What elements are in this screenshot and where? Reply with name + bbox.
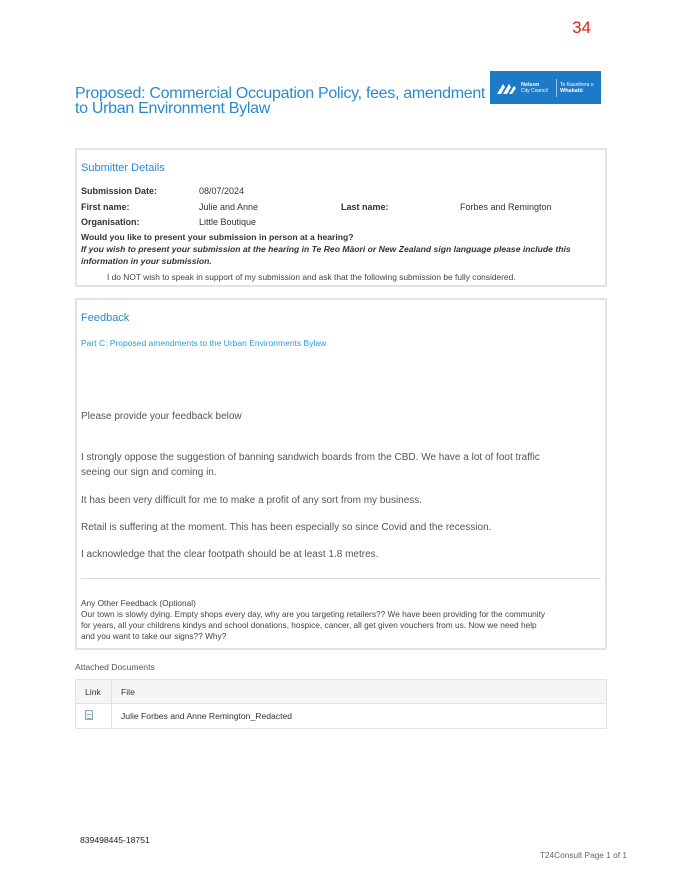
feedback-divider — [81, 578, 601, 579]
logo-line-2: City Council — [521, 87, 548, 94]
attached-documents-label: Attached Documents — [75, 662, 155, 672]
submission-date-label: Submission Date: — [81, 186, 158, 196]
column-header-link: Link — [76, 680, 112, 704]
last-name-value: Forbes and Remington — [460, 202, 552, 212]
organisation-label: Organisation: — [81, 217, 140, 227]
page-number: 34 — [572, 18, 591, 37]
attached-documents-table — [75, 679, 607, 729]
column-header-file: File — [112, 680, 607, 704]
hearing-answer: I do NOT wish to speak in support of my submission and ask that the following submission be fully considered. — [107, 272, 516, 282]
feedback-heading: Feedback — [81, 312, 130, 324]
feedback-section-label: Part C: Proposed amendments to the Urban Environments Bylaw — [81, 338, 327, 348]
attachment-link-cell[interactable] — [76, 704, 112, 729]
attachment-file-name[interactable]: Julie Forbes and Anne Remington_Redacted — [112, 704, 607, 729]
council-logo-icon — [495, 78, 517, 98]
feedback-paragraph: I strongly oppose the suggestion of banning sandwich boards from the CBD. We have a lot of foot traffic seeing our sign and coming in. — [81, 452, 540, 478]
logo-divider — [556, 79, 557, 97]
other-feedback-label: Any Other Feedback (Optional) — [81, 598, 196, 608]
feedback-paragraph: It has been very difficult for me to make a profit of any sort from my business. — [81, 495, 423, 506]
other-feedback-text: Our town is slowly dying. Empty shops every day, why are you targeting retailers?? We have been providing for the community for years, all your childrens kindys and school donations, hospice, cancer, all get given vouchers from us. Now we need help and you want to take our signs?? Why? — [81, 609, 546, 641]
logo-line-1: Nelson — [521, 81, 540, 88]
document-icon[interactable] — [85, 710, 93, 720]
hearing-question: Would you like to present your submission in person at a hearing? — [81, 232, 354, 242]
logo-line-4: Whakatū — [560, 87, 583, 94]
submitter-details-panel — [75, 148, 607, 287]
submission-date-value: 08/07/2024 — [199, 186, 245, 196]
logo-text-english — [521, 82, 553, 94]
organisation-value: Little Boutique — [199, 217, 257, 227]
feedback-paragraph: Retail is suffering at the moment. This has been especially so since Covid and the recession. — [81, 522, 492, 533]
feedback-prompt: Please provide your feedback below — [81, 411, 242, 422]
logo-text-maori — [560, 82, 594, 94]
hearing-note — [81, 244, 601, 267]
submitter-details-heading: Submitter Details — [81, 162, 165, 174]
first-name-value: Julie and Anne — [199, 202, 259, 212]
table-row — [76, 704, 607, 729]
last-name-label: Last name: — [341, 202, 389, 212]
page-footer: T24Consult Page 1 of 1 — [539, 850, 627, 860]
page-title: Proposed: Commercial Occupation Policy, fees, amendment to Urban Environment Bylaw — [75, 85, 486, 117]
table-header-row — [76, 680, 607, 704]
council-logo — [490, 71, 601, 104]
feedback-paragraph: I acknowledge that the clear footpath should be at least 1.8 metres. — [81, 549, 379, 560]
feedback-panel — [75, 298, 607, 650]
first-name-label: First name: — [81, 202, 130, 212]
hearing-note-text: If you wish to present your submission at the hearing in Te Reo Māori or New Zealand sign language please include this information in your submission. — [81, 244, 571, 266]
logo-line-3: Te Kaunihera o — [560, 81, 594, 88]
document-id: 839498445-18751 — [80, 835, 150, 845]
